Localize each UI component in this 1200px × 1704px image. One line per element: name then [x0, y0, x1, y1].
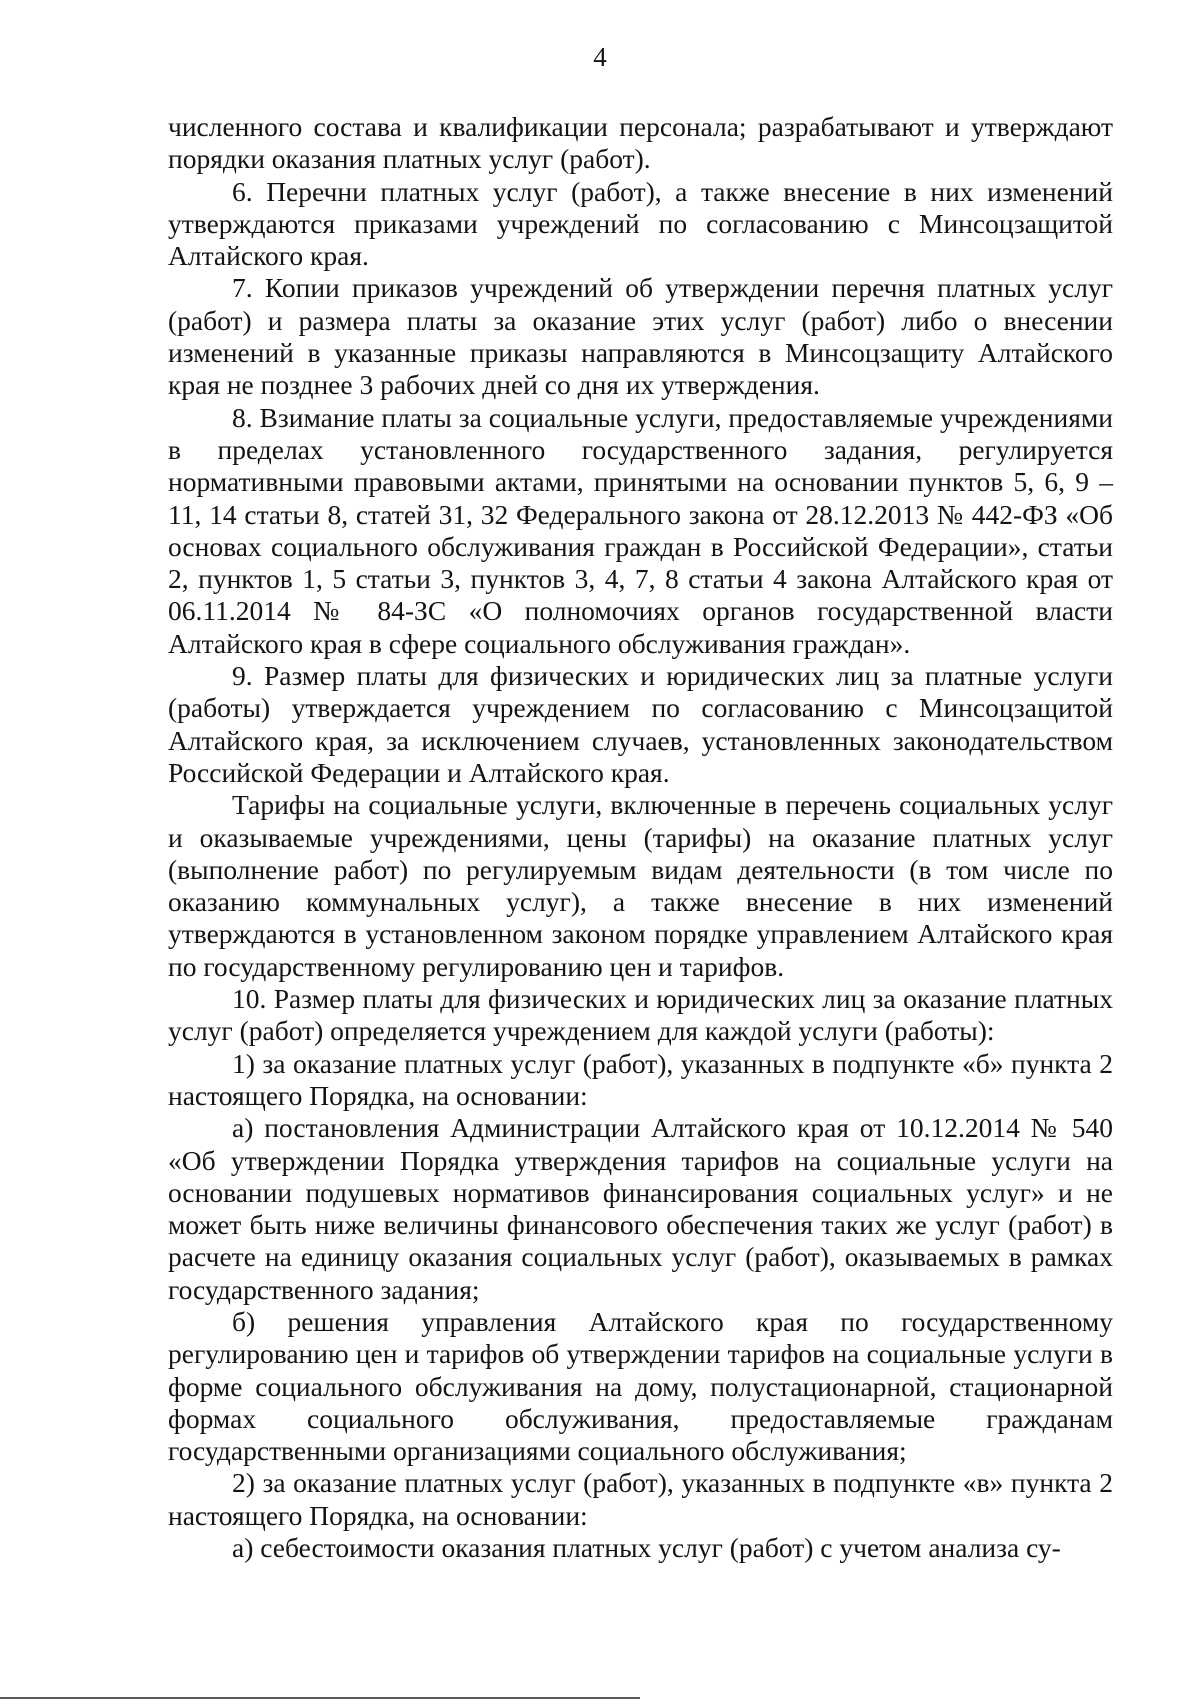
paragraph-item-9: 9. Размер платы для физических и юридических лиц за платные услуги (работы) утверждается учреждением по согласованию с Минсоцзащитой Алтайского края, за исключением случаев, установленных законодательством Российской Федерации и Алтайского края. — [168, 660, 1113, 788]
paragraph-continuation: численного состава и квалификации персонала; разрабатывают и утверждают порядки оказания платных услуг (работ). — [168, 111, 1113, 175]
scan-bottom-edge-line — [0, 1697, 640, 1699]
paragraph-item-10-1-a: а) постановления Администрации Алтайского края от 10.12.2014 № 540 «Об утверждении Порядка утверждения тарифов на социальные услуги на основании подушевых нормативов финансирования социальных услуг» и не может быть ниже величины финансового обеспечения таких же услуг (работ) в расчете на единицу оказания социальных услуг (работ), оказываемых в рамках государственного задания; — [168, 1112, 1113, 1305]
paragraph-item-10: 10. Размер платы для физических и юридических лиц за оказание платных услуг (работ) определяется учреждением для каждой услуги (работы): — [168, 983, 1113, 1047]
page-number: 4 — [593, 42, 607, 72]
paragraph-item-10-2-a: а) себестоимости оказания платных услуг (работ) с учетом анализа су- — [232, 1532, 1061, 1564]
paragraph-item-8: 8. Взимание платы за социальные услуги, предоставляемые учреждениями в пределах установленного государственного задания, регулируется нормативными правовыми актами, принятыми на основании пунктов 5, 6, 9 – 11, 14 статьи 8, статей 31, 32 Федерального закона от 28.12.2013 № 442-ФЗ «Об основах социального обслуживания граждан в Российской Федерации», статьи 2, пунктов 1, 5 статьи 3, пунктов 3, 4, 7, 8 статьи 4 закона Алтайского края от 06.11.2014 № 84-ЗС «О полномочиях органов государственной власти Алтайского края в сфере социального обслуживания граждан». — [168, 401, 1113, 659]
paragraph-item-7: 7. Копии приказов учреждений об утверждении перечня платных услуг (работ) и размера платы за оказание этих услуг (работ) либо о внесении изменений в указанные приказы направляются в Минсоцзащиту Алтайского края не позднее 3 рабочих дней со дня их утверждения. — [168, 272, 1113, 401]
paragraph-item-10-1: 1) за оказание платных услуг (работ), указанных в подпункте «б» пункта 2 настоящего Порядка, на основании: — [168, 1047, 1113, 1111]
paragraph-item-10-2: 2) за оказание платных услуг (работ), указанных в подпункте «в» пункта 2 настоящего Порядка, на основании: — [168, 1467, 1113, 1531]
paragraph-item-6: 6. Перечни платных услуг (работ), а также внесение в них изменений утверждаются приказами учреждений по согласованию с Минсоцзащитой Алтайского края. — [168, 175, 1113, 272]
paragraph-tariffs: Тарифы на социальные услуги, включенные в перечень социальных услуг и оказываемые учреждениями, цены (тарифы) на оказание платных услуг (выполнение работ) по регулируемым видам деятельности (в том числе по оказанию коммунальных услуг), а также внесение в них изменений утверждаются в установленном законом порядке управлением Алтайского края по государственному регулированию цен и тарифов. — [168, 789, 1113, 982]
paragraph-item-10-1-b: б) решения управления Алтайского края по государственному регулированию цен и тарифов об утверждении тарифов на социальные услуги в форме социального обслуживания на дому, полустационарной, стационарной формах социального обслуживания, предоставляемые гражданам государственными организациями социального обслуживания; — [168, 1305, 1113, 1467]
document-body — [168, 111, 1113, 1564]
